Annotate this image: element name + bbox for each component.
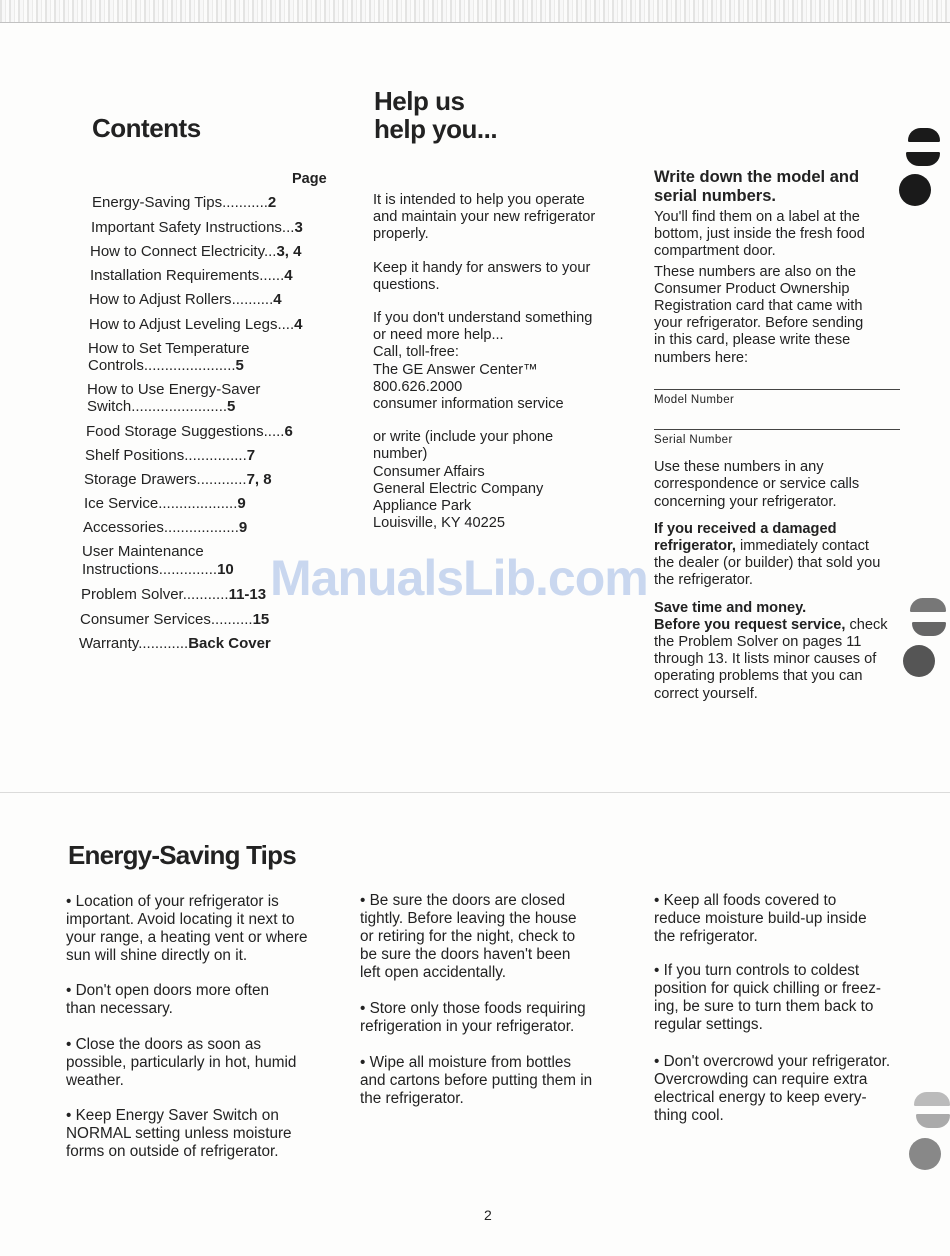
- energy-tip: [654, 892, 867, 946]
- help-paragraph: [373, 310, 633, 413]
- contents-row: [88, 357, 244, 374]
- contents-label: Warranty: [79, 635, 139, 652]
- energy-tip-line: refrigeration in your refrigerator.: [360, 1018, 575, 1035]
- contents-row: [92, 194, 276, 211]
- save-rest: check: [845, 616, 888, 633]
- energy-tip-line: regular settings.: [654, 1016, 763, 1033]
- contents-leader: ..............: [158, 561, 218, 578]
- contents-page: 4: [294, 316, 303, 333]
- binding-hole-icon: [899, 174, 931, 206]
- help-line: Keep it handy for answers to your: [373, 259, 591, 276]
- contents-row: [79, 635, 271, 652]
- help-line: or need more help...: [373, 327, 504, 344]
- energy-tip-line: left open accidentally.: [360, 964, 506, 981]
- contents-leader: ...............: [184, 447, 247, 464]
- energy-tip-line: • Store only those foods requiring: [360, 1000, 586, 1017]
- contents-label: Installation Requirements: [90, 267, 260, 284]
- model-number-label: Model Number: [654, 393, 735, 406]
- model-line: Registration card that came with: [654, 298, 863, 315]
- energy-tip-line: • Location of your refrigerator is: [66, 893, 279, 910]
- contents-page: 9: [237, 495, 246, 512]
- damaged-line: the dealer (or builder) that sold you: [654, 555, 881, 572]
- energy-tip: [360, 1000, 586, 1036]
- energy-tip-line: electrical energy to keep every-: [654, 1089, 867, 1106]
- energy-tip-line: • Close the doors as soon as: [66, 1036, 261, 1053]
- contents-page: 7: [246, 447, 256, 464]
- contents-label: Instructions: [82, 561, 159, 578]
- contents-leader: ...: [263, 243, 277, 260]
- energy-tip: [654, 1053, 890, 1125]
- contents-page: 2: [267, 194, 277, 211]
- model-line: numbers here:: [654, 349, 749, 366]
- energy-title: Energy-Saving Tips: [68, 840, 296, 870]
- binding-hole-icon: [914, 1092, 950, 1106]
- save-bold: Before you request service,: [654, 616, 846, 633]
- energy-tip-line: sun will shine directly on it.: [66, 947, 248, 964]
- contents-leader: ...........: [182, 586, 229, 603]
- energy-tip-line: • Keep Energy Saver Switch on: [66, 1107, 279, 1124]
- energy-tip-line: important. Avoid locating it next to: [66, 911, 295, 928]
- contents-leader: ...........: [222, 194, 268, 211]
- contents-row: [81, 586, 266, 603]
- contents-row: [90, 267, 293, 284]
- energy-tip-line: forms on outside of refrigerator.: [66, 1143, 279, 1160]
- model-heading-line: Write down the model and: [654, 168, 860, 186]
- energy-tip-line: position for quick chilling or freez-: [654, 980, 882, 997]
- energy-tip-line: the refrigerator.: [360, 1090, 464, 1107]
- contents-leader: ....: [277, 316, 295, 333]
- contents-leader: ..........: [210, 611, 253, 628]
- contents-row: [90, 243, 302, 260]
- contents-title: Contents: [92, 113, 201, 143]
- help-line: Appliance Park: [373, 498, 472, 515]
- energy-tip-line: • Don't overcrowd your refrigerator.: [654, 1053, 891, 1070]
- contents-leader: ...: [281, 219, 295, 236]
- contents-label: Storage Drawers: [84, 471, 197, 488]
- energy-tip: [654, 962, 881, 1034]
- energy-tip-line: reduce moisture build-up inside: [654, 910, 867, 927]
- help-line: The GE Answer Center™: [373, 361, 538, 378]
- contents-label: Shelf Positions: [85, 447, 185, 464]
- binding-hole-icon: [916, 1114, 950, 1128]
- contents-label: Consumer Services: [80, 611, 211, 628]
- contents-page: 3: [294, 219, 303, 236]
- energy-tip: [360, 1054, 592, 1108]
- model-line: in this card, please write these: [654, 332, 851, 349]
- contents-label: Ice Service: [84, 495, 159, 512]
- scan-noise-top: [0, 0, 950, 22]
- contents-row: [85, 447, 255, 464]
- energy-tip-line: possible, particularly in hot, humid: [66, 1054, 297, 1071]
- contents-row: [82, 561, 234, 578]
- help-column: [373, 192, 633, 548]
- binding-hole-icon: [909, 1138, 941, 1170]
- model-paragraph: [654, 209, 914, 261]
- contents-leader: ......................: [143, 357, 236, 374]
- energy-tip-line: than necessary.: [66, 1000, 173, 1017]
- model-line: Consumer Product Ownership: [654, 280, 850, 297]
- energy-tip: [66, 893, 308, 965]
- binding-hole-icon: [912, 622, 946, 636]
- help-line: It is intended to help you operate: [373, 192, 585, 208]
- model-line: compartment door.: [654, 243, 776, 260]
- save-line: through 13. It lists minor causes of: [654, 651, 877, 668]
- help-paragraph: [373, 429, 633, 532]
- contents-row: [83, 519, 247, 536]
- serial-number-label: Serial Number: [654, 434, 733, 447]
- help-title-line2: help you...: [374, 114, 498, 144]
- serial-number-line: [654, 429, 900, 430]
- help-paragraph: [373, 192, 633, 244]
- contents-label: Important Safety Instructions: [91, 219, 282, 236]
- energy-tip: [66, 1107, 292, 1161]
- contents-page: 4: [273, 291, 282, 308]
- contents-page: 3, 4: [276, 243, 302, 260]
- damaged-rest: immediately contact: [735, 538, 869, 555]
- contents-label: Problem Solver: [81, 586, 183, 603]
- contents-page: 10: [217, 561, 234, 578]
- energy-tip-line: be sure the doors haven't been: [360, 946, 571, 963]
- damaged-line: [654, 538, 914, 555]
- contents-leader: .......................: [131, 398, 228, 415]
- contents-page: 4: [284, 267, 293, 284]
- energy-tip-line: NORMAL setting unless moisture: [66, 1125, 292, 1142]
- help-line: or write (include your phone: [373, 429, 554, 446]
- contents-row: [82, 543, 204, 560]
- model-line: correspondence or service calls: [654, 476, 860, 493]
- energy-tip-line: thing cool.: [654, 1107, 724, 1124]
- model-line: You'll find them on a label at the: [654, 209, 860, 225]
- save-heading: Save time and money.: [654, 599, 807, 616]
- help-title-line1: Help us: [374, 86, 465, 116]
- contents-row: [89, 316, 302, 333]
- energy-tip: [66, 1036, 296, 1090]
- damaged-line: the refrigerator.: [654, 572, 753, 589]
- model-heading-line: serial numbers.: [654, 187, 776, 205]
- energy-tip: [360, 892, 577, 982]
- energy-tip-line: • If you turn controls to coldest: [654, 962, 860, 979]
- contents-leader: ..................: [163, 519, 239, 536]
- energy-tip-line: • Be sure the doors are closed: [360, 892, 566, 909]
- model-heading: [654, 168, 914, 206]
- damaged-bold: If you received a damaged: [654, 520, 837, 537]
- energy-tip-line: your range, a heating vent or where: [66, 929, 308, 946]
- energy-tip-line: • Don't open doors more often: [66, 982, 270, 999]
- energy-tip-line: or retiring for the night, check to: [360, 928, 576, 945]
- help-line: properly.: [373, 226, 429, 243]
- contents-leader: ...................: [158, 495, 238, 512]
- contents-row: [84, 471, 272, 488]
- help-line: 800.626.2000: [373, 378, 463, 395]
- help-line: Consumer Affairs: [373, 463, 485, 480]
- contents-page: 9: [238, 519, 248, 536]
- model-paragraph: [654, 264, 914, 367]
- contents-leader: ..........: [231, 291, 274, 308]
- contents-page: 11-13: [228, 586, 267, 603]
- contents-label: Switch: [87, 398, 132, 415]
- save-paragraph: [654, 600, 914, 703]
- energy-tip-line: weather.: [66, 1072, 124, 1089]
- contents-row: [87, 381, 260, 398]
- scan-line-middle: [0, 792, 950, 793]
- contents-page: Back Cover: [188, 635, 271, 652]
- help-line: and maintain your new refrigerator: [373, 209, 596, 226]
- energy-tip-line: Overcrowding can require extra: [654, 1071, 868, 1088]
- help-line: questions.: [373, 276, 440, 293]
- contents-label: How to Connect Electricity: [90, 243, 264, 260]
- binding-hole-icon: [910, 598, 946, 612]
- scan-line-top: [0, 22, 950, 23]
- contents-row: [86, 423, 293, 440]
- help-line: Louisville, KY 40225: [373, 515, 505, 532]
- help-paragraph: [373, 260, 633, 294]
- contents-row: [80, 611, 269, 628]
- model-number-line: [654, 389, 900, 390]
- binding-hole-icon: [906, 152, 940, 166]
- contents-row: [89, 291, 282, 308]
- contents-page-header: Page: [292, 171, 327, 187]
- contents-label: Controls: [88, 357, 144, 374]
- model-line: your refrigerator. Before sending: [654, 315, 864, 332]
- binding-hole-icon: [903, 645, 935, 677]
- contents-label: How to Adjust Rollers: [89, 291, 232, 308]
- help-line: General Electric Company: [373, 480, 544, 497]
- contents-leader: ............: [138, 635, 189, 652]
- help-line: consumer information service: [373, 396, 564, 413]
- damaged-paragraph: [654, 521, 914, 590]
- contents-row: [88, 340, 249, 357]
- contents-leader: .....: [263, 423, 285, 440]
- contents-page: 7, 8: [246, 471, 272, 488]
- model-line: These numbers are also on the: [654, 263, 856, 280]
- model-column: [654, 168, 914, 703]
- energy-tip-line: • Keep all foods covered to: [654, 892, 837, 909]
- contents-label: Accessories: [83, 519, 164, 536]
- help-line: If you don't understand something: [373, 310, 593, 327]
- contents-row: [84, 495, 246, 512]
- energy-tip-line: the refrigerator.: [654, 928, 758, 945]
- contents-page: 5: [235, 357, 244, 374]
- contents-label: User Maintenance: [82, 543, 204, 560]
- contents-leader: ............: [196, 471, 247, 488]
- model-paragraph: [654, 459, 914, 511]
- contents-leader: ......: [259, 267, 285, 284]
- save-line: correct yourself.: [654, 685, 758, 702]
- energy-tip-line: • Wipe all moisture from bottles: [360, 1054, 572, 1071]
- contents-label: Energy-Saving Tips: [92, 194, 223, 211]
- contents-page: 15: [252, 611, 270, 628]
- model-line: Use these numbers in any: [654, 459, 824, 476]
- contents-label: Food Storage Suggestions: [86, 423, 264, 440]
- contents-row: [91, 219, 303, 236]
- energy-tip-line: ing, be sure to turn them back to: [654, 998, 874, 1015]
- model-line: bottom, just inside the fresh food: [654, 226, 865, 243]
- binding-hole-icon: [908, 128, 940, 142]
- contents-label: How to Set Temperature: [88, 340, 250, 357]
- energy-tip: [66, 982, 269, 1018]
- energy-tip-line: tightly. Before leaving the house: [360, 910, 577, 927]
- contents-label: How to Use Energy-Saver: [87, 381, 261, 398]
- help-line: number): [373, 446, 428, 463]
- page-number: 2: [484, 1207, 492, 1223]
- contents-row: [87, 398, 235, 415]
- contents-label: How to Adjust Leveling Legs: [89, 316, 278, 333]
- save-line: [654, 617, 914, 634]
- contents-page: 6: [284, 423, 293, 440]
- save-line: the Problem Solver on pages 11: [654, 634, 862, 651]
- model-line: concerning your refrigerator.: [654, 493, 837, 510]
- damaged-bold2: refrigerator,: [654, 538, 736, 555]
- help-line: Call, toll-free:: [373, 344, 459, 361]
- save-line: operating problems that you can: [654, 668, 863, 685]
- contents-page: 5: [227, 398, 236, 415]
- watermark: ManualsLib.com: [270, 550, 648, 606]
- energy-tip-line: and cartons before putting them in: [360, 1072, 593, 1089]
